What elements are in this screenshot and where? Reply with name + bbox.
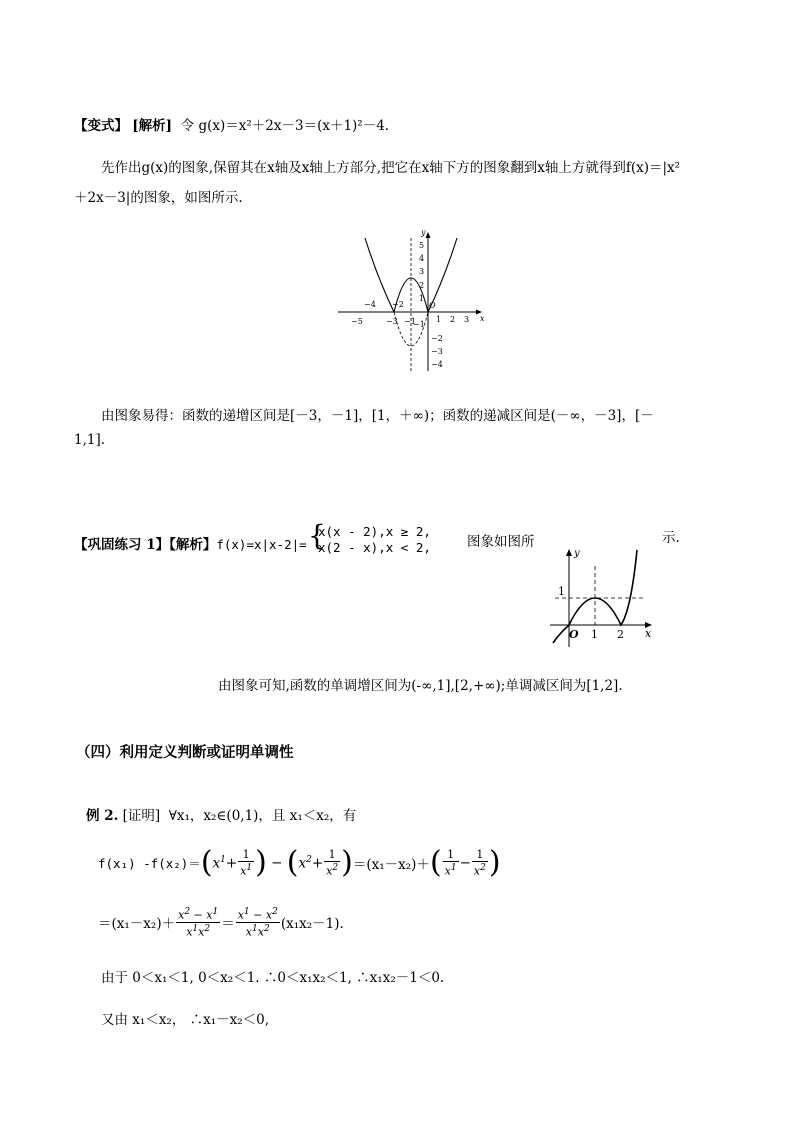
practice1-analysis-label: 【解析】 <box>169 537 217 553</box>
piecewise-case2: x(2 - x),x < 2, <box>318 540 431 555</box>
example2-given: ∀x₁，x₂∈(0,1)，且 x₁＜x₂，有 <box>168 808 357 824</box>
section4-heading: （四）利用定义判断或证明单调性 <box>76 744 294 761</box>
y-tick-label: 4 <box>419 254 425 263</box>
y-axis-label: y <box>421 228 426 237</box>
abs-quadratic-graph <box>330 226 490 376</box>
y-tick-label: −3 <box>431 347 443 356</box>
x-tick-label: 2 <box>617 628 624 641</box>
y-tick-label: 1 <box>558 585 565 598</box>
simplification-line: ＝(x₁－x₂)＋ $\frac{x^2 - x^1}{x^1x^2}$ ＝ $\frac{x^1 - x^2}{x^1x^2}$ (x₁x₂－1). <box>98 906 344 939</box>
x-tick-label: 1 <box>591 628 598 641</box>
origin-label: O <box>569 628 579 641</box>
practice1-conclusion: 由图象可知,函数的单调增区间为(-∞,1],[2,+∞);单调减区间为[1,2]. <box>218 678 623 694</box>
origin-label: O <box>429 301 436 310</box>
proof-label: [证明] <box>122 808 161 824</box>
line2-end: (x₁x₂－1). <box>280 916 344 932</box>
y-tick-label: 1 <box>419 294 425 303</box>
y-tick-label: 5 <box>419 241 425 250</box>
y-tick-label: −1 <box>413 320 425 329</box>
y-tick-label: 3 <box>419 267 425 276</box>
y-axis-label: y <box>574 548 580 559</box>
variant-paragraph-line1: 先作出g(x)的图象,保留其在x轴及x轴上方部分,把它在x轴下方的图象翻到x轴上方就得到f(x)＝|x² <box>101 160 681 176</box>
y-axis-arrow <box>426 232 431 238</box>
x-tick-label: 1 <box>436 315 442 324</box>
variant-header-line <box>74 114 389 134</box>
mid-eq: ＝(x₁－x₂)＋ <box>352 857 430 873</box>
example2-line4: 又由 x₁＜x₂， ∴x₁－x₂＜0, <box>101 1012 270 1028</box>
variant-formula: 令 g(x)＝x²＋2x－3＝(x＋1)²－4. <box>180 118 390 134</box>
variant-conclusion-line2: 1,1]. <box>74 432 106 448</box>
x-tick-label: −3 <box>386 317 398 326</box>
variant-analysis-label: [解析] <box>132 118 173 134</box>
example2-line3: 由于 0＜x₁＜1, 0＜x₂＜1. ∴0＜x₁x₂＜1, ∴x₁x₂－1＜0. <box>101 970 445 986</box>
variant-paragraph-line2: ＋2x－3|的图象，如图所示. <box>74 190 243 206</box>
piecewise-case1: x(x - 2),x ≥ 2, <box>318 524 431 539</box>
y-tick-label: −2 <box>431 334 443 343</box>
x-tick-label: −1 <box>404 317 416 326</box>
variant-conclusion-line1: 由图象易得：函数的递增区间是[－3，－1]，[1，＋∞)；函数的递减区间是(－∞，－3]，[－ <box>101 408 654 424</box>
practice1-tag: 【巩固练习 1】 <box>74 537 170 553</box>
example2-line1 <box>86 804 356 824</box>
x-abs-graph <box>545 544 660 654</box>
x-tick-label: 2 <box>450 315 456 324</box>
x-tick-label: −4 <box>364 300 376 309</box>
example2-label: 例 2. <box>86 808 119 824</box>
practice1-fx: f(x)=x|x-2|= <box>216 537 307 552</box>
y-tick-label: 2 <box>419 281 425 290</box>
y-axis-arrow <box>566 549 572 556</box>
line2-start: ＝(x₁－x₂)＋ <box>98 916 176 932</box>
x-tick-label: −5 <box>351 317 363 326</box>
y-tick-label: −4 <box>431 360 443 369</box>
x-axis-label: x <box>480 314 485 323</box>
x-axis-label: x <box>645 627 652 640</box>
practice1-line <box>74 533 307 553</box>
difference-expansion: f(x₁) -f(x₂)＝ ( $x^1+$ $\frac{1}{x^1}$ ) − ( $x^2+$ $\frac{1}{x^2}$ ) ＝(x₁－x₂)＋ ( $\frac{1}{x^1}$ − $\frac{1}{x^2}$ ) <box>98 845 501 880</box>
piecewise-brace: { <box>308 519 326 552</box>
line2-eq: ＝ <box>221 916 235 932</box>
x-tick-label: 3 <box>464 315 470 324</box>
x-tick-label: −2 <box>392 300 404 309</box>
practice1-graph-text: 图象如图所 <box>467 534 535 550</box>
variant-tag: 【变式】 <box>74 118 128 134</box>
fdiff-label: f(x₁) -f(x₂)＝ <box>98 856 201 871</box>
practice1-graph-text-end: 示. <box>662 530 680 546</box>
